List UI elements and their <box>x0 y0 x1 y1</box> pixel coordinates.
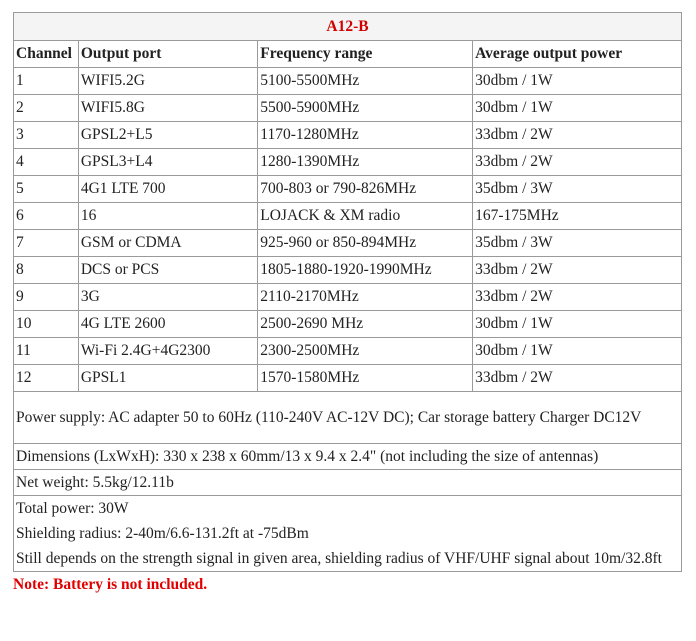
table-row <box>14 149 682 176</box>
power-supply: Power supply: AC adapter 50 to 60Hz (110-240V AC-12V DC); Car storage battery Charger DC12V <box>14 392 682 444</box>
channel-cell: 11 <box>14 338 79 365</box>
output-power-cell: 33dbm / 2W <box>473 284 682 311</box>
channel-cell: 4 <box>14 149 79 176</box>
channel-cell: 10 <box>14 311 79 338</box>
output-power-cell: 30dbm / 1W <box>473 95 682 122</box>
channel-cell: 3 <box>14 122 79 149</box>
spec-table <box>13 12 682 572</box>
frequency-range-cell: 1280-1390MHz <box>258 149 473 176</box>
output-port-cell: GPSL3+L4 <box>78 149 257 176</box>
extra-info <box>14 496 682 572</box>
header-frequency-range: Frequency range <box>258 41 473 68</box>
total-power: Total power: 30W <box>16 500 129 517</box>
output-port-cell: 16 <box>78 203 257 230</box>
output-port-cell: Wi-Fi 2.4G+4G2300 <box>78 338 257 365</box>
strength-note: Still depends on the strength signal in given area, shielding radius of VHF/UHF signal about 10m/32.8ft <box>16 550 662 567</box>
output-power-cell: 35dbm / 3W <box>473 230 682 257</box>
header-channel: Channel <box>14 41 79 68</box>
header-average-output-power: Average output power <box>473 41 682 68</box>
output-power-cell: 33dbm / 2W <box>473 122 682 149</box>
battery-note: Note: Battery is not included. <box>13 576 208 593</box>
power-supply-row <box>14 392 682 444</box>
dimensions: Dimensions (LxWxH): 330 x 238 x 60mm/13 x 9.4 x 2.4" (not including the size of antennas) <box>14 444 682 470</box>
frequency-range-cell: 1805-1880-1920-1990MHz <box>258 257 473 284</box>
output-power-cell: 33dbm / 2W <box>473 257 682 284</box>
output-port-cell: GPSL2+L5 <box>78 122 257 149</box>
output-power-cell: 167-175MHz <box>473 203 682 230</box>
table-row <box>14 338 682 365</box>
frequency-range-cell: 925-960 or 850-894MHz <box>258 230 473 257</box>
table-row <box>14 122 682 149</box>
frequency-range-cell: 2300-2500MHz <box>258 338 473 365</box>
table-row <box>14 284 682 311</box>
channel-cell: 9 <box>14 284 79 311</box>
table-title: A12-B <box>14 13 682 41</box>
output-port-cell: GSM or CDMA <box>78 230 257 257</box>
net-weight-row <box>14 470 682 496</box>
channel-cell: 8 <box>14 257 79 284</box>
net-weight: Net weight: 5.5kg/12.11b <box>14 470 682 496</box>
frequency-range-cell: 5100-5500MHz <box>258 68 473 95</box>
table-row <box>14 68 682 95</box>
output-port-cell: DCS or PCS <box>78 257 257 284</box>
spec-sheet <box>13 12 682 594</box>
channel-cell: 6 <box>14 203 79 230</box>
table-row <box>14 203 682 230</box>
table-row <box>14 176 682 203</box>
frequency-range-cell: 2110-2170MHz <box>258 284 473 311</box>
channel-cell: 12 <box>14 365 79 392</box>
frequency-range-cell: 5500-5900MHz <box>258 95 473 122</box>
output-power-cell: 30dbm / 1W <box>473 311 682 338</box>
output-power-cell: 30dbm / 1W <box>473 338 682 365</box>
shielding-radius: Shielding radius: 2-40m/6.6-131.2ft at -75dBm <box>16 525 309 542</box>
table-row <box>14 257 682 284</box>
output-port-cell: WIFI5.2G <box>78 68 257 95</box>
table-row <box>14 95 682 122</box>
header-row <box>14 41 682 68</box>
channel-cell: 1 <box>14 68 79 95</box>
channel-cell: 2 <box>14 95 79 122</box>
frequency-range-cell: 1570-1580MHz <box>258 365 473 392</box>
output-power-cell: 35dbm / 3W <box>473 176 682 203</box>
output-power-cell: 33dbm / 2W <box>473 149 682 176</box>
output-port-cell: WIFI5.8G <box>78 95 257 122</box>
output-power-cell: 33dbm / 2W <box>473 365 682 392</box>
output-port-cell: 4G LTE 2600 <box>78 311 257 338</box>
channel-cell: 5 <box>14 176 79 203</box>
frequency-range-cell: 1170-1280MHz <box>258 122 473 149</box>
output-power-cell: 30dbm / 1W <box>473 68 682 95</box>
frequency-range-cell: 2500-2690 MHz <box>258 311 473 338</box>
header-output-port: Output port <box>78 41 257 68</box>
table-row <box>14 365 682 392</box>
channel-cell: 7 <box>14 230 79 257</box>
output-port-cell: GPSL1 <box>78 365 257 392</box>
frequency-range-cell: 700-803 or 790-826MHz <box>258 176 473 203</box>
table-row <box>14 230 682 257</box>
dimensions-row <box>14 444 682 470</box>
table-row <box>14 311 682 338</box>
output-port-cell: 4G1 LTE 700 <box>78 176 257 203</box>
frequency-range-cell: LOJACK & XM radio <box>258 203 473 230</box>
output-port-cell: 3G <box>78 284 257 311</box>
extra-info-row <box>14 496 682 572</box>
